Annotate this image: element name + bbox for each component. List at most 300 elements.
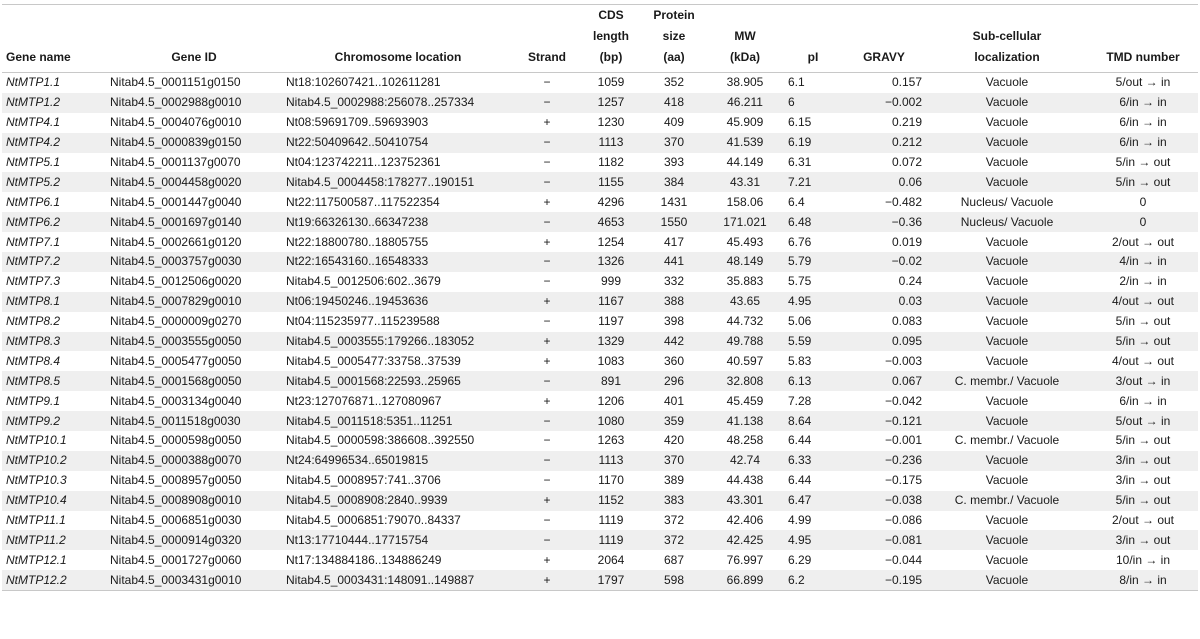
cell-cds-length: 1059 (597, 75, 625, 90)
table-row (2, 530, 1198, 550)
cell-gravy: −0.044 (884, 552, 922, 567)
cell-strand: + (543, 552, 551, 567)
cell-subcellular-localization: Vacuole (985, 393, 1029, 408)
cell-tmd-number: 4/out → out (1088, 292, 1198, 312)
cell-gene-name: NtMTP7.1 (6, 234, 61, 249)
cell-chromosome-location: Nitab4.5_0003555:179266..183052 (282, 332, 514, 352)
cell-gravy: −0.042 (884, 393, 922, 408)
cell-protein-size: 370 (642, 133, 706, 153)
cell-gravy: −0.038 (842, 491, 926, 511)
cell-tmd-number: 5/out → in (1088, 411, 1198, 431)
cell-pi: 5.06 (788, 314, 812, 329)
cell-chromosome-location: Nt04:123742211..123752361 (286, 155, 441, 169)
cell-cds-length: 1113 (580, 451, 642, 471)
cell-protein-size: 372 (663, 513, 685, 528)
cell-gravy: −0.081 (842, 530, 926, 550)
header-mw-line1: MW (734, 29, 756, 43)
cell-tmd-number: 5/in → out (1088, 172, 1198, 192)
cell-strand: − (514, 212, 580, 232)
cell-protein-size: 370 (642, 451, 706, 471)
cell-pi: 6.48 (784, 212, 842, 232)
header-gravy: GRAVY (863, 50, 905, 64)
table-row (2, 451, 1198, 471)
cell-pi: 6.13 (784, 371, 842, 391)
cell-mw: 43.31 (706, 172, 784, 192)
cell-gene-name: NtMTP8.1 (2, 292, 106, 312)
cell-subcellular-localization: Vacuole (985, 353, 1029, 368)
cell-tmd-number: 5/in → out (1115, 433, 1171, 448)
cell-gene-name: NtMTP8.2 (6, 314, 61, 329)
cell-gene-id: Nitab4.5_0000914g0320 (106, 530, 282, 550)
cell-strand: + (543, 194, 551, 209)
cell-pi: 6.47 (784, 491, 842, 511)
cell-strand: + (543, 115, 551, 130)
table-header (2, 5, 1198, 73)
cell-protein-size: 389 (663, 473, 685, 488)
cell-strand: − (514, 133, 580, 153)
cell-mw: 45.459 (726, 393, 764, 408)
cell-pi: 6.44 (788, 433, 812, 448)
cell-pi: 5.83 (788, 353, 812, 368)
table-row (2, 332, 1198, 352)
cell-pi: 6 (784, 93, 842, 113)
cell-gene-name: NtMTP4.1 (6, 115, 61, 130)
cell-chromosome-location: Nt22:117500587..117522354 (286, 194, 440, 209)
cell-mw: 48.149 (706, 252, 784, 272)
cell-protein-size: 398 (663, 314, 685, 329)
cell-tmd-number: 5/in → out (1115, 314, 1171, 329)
cell-cds-length: 1113 (580, 133, 642, 153)
cell-gravy: 0.095 (842, 332, 926, 352)
table-row (2, 212, 1198, 232)
cell-strand: + (543, 393, 551, 408)
cell-pi: 5.75 (788, 274, 812, 289)
cell-gene-name: NtMTP7.2 (2, 252, 106, 272)
cell-pi: 4.95 (784, 530, 842, 550)
cell-gene-id: Nitab4.5_0012506g0020 (110, 274, 242, 289)
cell-strand: − (543, 513, 551, 528)
cell-tmd-number: 3/in → out (1115, 473, 1171, 488)
header-tmd-number: TMD number (1106, 50, 1180, 64)
cell-strand: − (543, 274, 551, 289)
cell-protein-size: 360 (663, 353, 685, 368)
cell-gravy: 0.06 (842, 172, 926, 192)
cell-gene-name: NtMTP6.1 (6, 194, 61, 209)
cell-gene-id: Nitab4.5_0002661g0120 (110, 234, 242, 249)
cell-gene-id: Nitab4.5_0002988g0010 (106, 93, 282, 113)
cell-gene-id: Nitab4.5_0001568g0050 (106, 371, 282, 391)
cell-cds-length: 1170 (598, 473, 624, 488)
header-cds-line3: (bp) (599, 50, 623, 64)
cell-gravy: 0.03 (842, 292, 926, 312)
header-sub-line1: Sub-cellular (972, 29, 1042, 43)
cell-subcellular-localization: Vacuole (985, 155, 1029, 169)
table-row (2, 93, 1198, 113)
cell-chromosome-location: Nt22:16543160..16548333 (282, 252, 514, 272)
cell-pi: 4.95 (784, 292, 842, 312)
table-row (2, 292, 1198, 312)
cell-cds-length: 1119 (598, 513, 624, 528)
cell-pi: 6.15 (788, 115, 812, 130)
cell-gene-id: Nitab4.5_0000388g0070 (106, 451, 282, 471)
cell-subcellular-localization: Vacuole (985, 552, 1029, 567)
cell-chromosome-location: Nitab4.5_0003431:148091..149887 (282, 570, 514, 590)
header-subcellular-localization (926, 5, 1088, 73)
cell-chromosome-location: Nitab4.5_0012506:602..3679 (286, 274, 441, 289)
cell-protein-size: 401 (663, 393, 685, 408)
cell-gene-name: NtMTP12.1 (6, 552, 67, 567)
cell-cds-length: 1326 (580, 252, 642, 272)
cell-subcellular-localization: Vacuole (926, 133, 1088, 153)
cell-chromosome-location: Nitab4.5_0004458:178277..190151 (282, 172, 514, 192)
cell-gene-name: NtMTP8.3 (2, 332, 106, 352)
cell-gene-id: Nitab4.5_0006851g0030 (110, 513, 242, 528)
cell-cds-length: 1080 (580, 411, 642, 431)
cell-strand: − (514, 371, 580, 391)
cell-cds-length: 1197 (598, 314, 624, 329)
cell-subcellular-localization: Vacuole (926, 570, 1088, 590)
cell-gene-id: Nitab4.5_0001447g0040 (110, 194, 242, 209)
cell-cds-length: 1155 (580, 172, 642, 192)
cell-gene-name: NtMTP1.1 (6, 75, 61, 90)
gene-table (2, 4, 1198, 591)
cell-mw: 158.06 (726, 194, 764, 209)
cell-mw: 43.65 (706, 292, 784, 312)
cell-gene-name: NtMTP8.4 (6, 353, 61, 368)
cell-protein-size: 388 (642, 292, 706, 312)
cell-gene-id: Nitab4.5_0000839g0150 (106, 133, 282, 153)
table-row (2, 491, 1198, 511)
header-protein-size (642, 5, 706, 73)
cell-tmd-number: 8/in → in (1088, 570, 1198, 590)
cell-cds-length: 1119 (580, 530, 642, 550)
cell-chromosome-location: Nitab4.5_0001568:22593..25965 (282, 371, 514, 391)
cell-gene-id: Nitab4.5_0000009g0270 (110, 314, 242, 329)
cell-pi: 5.79 (784, 252, 842, 272)
cell-chromosome-location: Nitab4.5_0000598:386608..392550 (286, 433, 475, 448)
cell-gene-name: NtMTP10.1 (6, 433, 67, 448)
cell-cds-length: 2064 (597, 552, 625, 567)
cell-gene-name: NtMTP12.2 (2, 570, 106, 590)
cell-subcellular-localization: C. membr./ Vacuole (926, 371, 1088, 391)
cell-strand: − (543, 155, 551, 169)
cell-mw: 43.301 (706, 491, 784, 511)
header-mw-line2: (kDa) (729, 50, 760, 64)
cell-cds-length: 4653 (580, 212, 642, 232)
cell-gravy: 0.219 (891, 115, 922, 130)
header-gene-id: Gene ID (171, 50, 217, 64)
table-row (2, 232, 1198, 252)
cell-gene-id: Nitab4.5_0004076g0010 (110, 115, 242, 130)
cell-mw: 45.909 (726, 115, 764, 130)
cell-chromosome-location: Nitab4.5_0008957:741..3706 (286, 473, 441, 488)
cell-gene-name: NtMTP10.3 (6, 473, 67, 488)
cell-tmd-number: 4/in → in (1088, 252, 1198, 272)
cell-cds-length: 1230 (597, 115, 625, 130)
cell-gene-id: Nitab4.5_0003757g0030 (106, 252, 282, 272)
cell-subcellular-localization: Vacuole (985, 75, 1029, 90)
cell-pi: 6.1 (788, 75, 805, 90)
cell-tmd-number: 2/in → in (1119, 274, 1167, 289)
cell-tmd-number: 10/in → in (1115, 552, 1171, 567)
cell-gene-name: NtMTP5.2 (2, 172, 106, 192)
cell-mw: 41.138 (706, 411, 784, 431)
cell-tmd-number: 2/out → out (1111, 234, 1175, 249)
cell-mw: 49.788 (706, 332, 784, 352)
cell-pi: 6.19 (784, 133, 842, 153)
cell-strand: − (514, 172, 580, 192)
cell-gravy: 0.072 (891, 155, 922, 169)
cell-gene-id: Nitab4.5_0005477g0050 (110, 353, 242, 368)
cell-pi: 8.64 (784, 411, 842, 431)
cell-tmd-number: 2/out → out (1111, 513, 1175, 528)
cell-cds-length: 1329 (580, 332, 642, 352)
cell-protein-size: 1431 (660, 194, 688, 209)
cell-gravy: 0.067 (842, 371, 926, 391)
cell-cds-length: 1182 (598, 155, 624, 169)
table-row (2, 371, 1198, 391)
cell-tmd-number: 5/in → out (1115, 155, 1171, 169)
cell-pi: 6.29 (788, 552, 812, 567)
header-cds-line1: CDS (598, 8, 624, 22)
cell-gene-id: Nitab4.5_0007829g0010 (106, 292, 282, 312)
header-protein-line2: size (662, 29, 686, 43)
cell-gravy: −0.02 (842, 252, 926, 272)
cell-pi: 7.21 (784, 172, 842, 192)
header-sub-line2: localization (974, 50, 1040, 64)
cell-cds-length: 1797 (580, 570, 642, 590)
cell-chromosome-location: Nt06:19450246..19453636 (282, 292, 514, 312)
cell-chromosome-location: Nitab4.5_0006851:79070..84337 (286, 513, 461, 528)
cell-gene-name: NtMTP7.3 (6, 274, 61, 289)
cell-gene-id: Nitab4.5_0001727g0060 (110, 552, 242, 567)
table-row (2, 73, 1198, 93)
table-row (2, 351, 1198, 371)
cell-subcellular-localization: Vacuole (926, 292, 1088, 312)
cell-strand: − (543, 473, 551, 488)
cell-subcellular-localization: Vacuole (985, 314, 1029, 329)
cell-cds-length: 1167 (580, 292, 642, 312)
cell-strand: − (543, 433, 551, 448)
cell-protein-size: 383 (642, 491, 706, 511)
header-pi: pI (807, 50, 819, 64)
cell-tmd-number: 3/in → out (1088, 451, 1198, 471)
table-row (2, 391, 1198, 411)
cell-subcellular-localization: Vacuole (926, 332, 1088, 352)
cell-subcellular-localization: Vacuole (985, 115, 1029, 130)
cell-gravy: 0.24 (898, 274, 922, 289)
cell-strand: + (543, 234, 551, 249)
cell-mw: 41.539 (706, 133, 784, 153)
cell-gene-id: Nitab4.5_0003134g0040 (110, 393, 242, 408)
cell-gene-name: NtMTP5.1 (6, 155, 61, 169)
cell-chromosome-location: Nitab4.5_0011518:5351..11251 (282, 411, 514, 431)
cell-mw: 76.997 (726, 552, 764, 567)
header-cds-length (580, 5, 642, 73)
cell-protein-size: 372 (642, 530, 706, 550)
cell-gene-name: NtMTP10.4 (2, 491, 106, 511)
header-gene-name: Gene name (6, 50, 71, 64)
cell-gene-id: Nitab4.5_0001137g0070 (110, 155, 241, 169)
cell-protein-size: 687 (663, 552, 685, 567)
cell-strand: − (543, 75, 551, 90)
table-row (2, 113, 1198, 133)
cell-gene-name: NtMTP11.1 (6, 513, 66, 528)
cell-pi: 7.28 (788, 393, 812, 408)
cell-cds-length: 4296 (597, 194, 625, 209)
cell-gene-name: NtMTP9.2 (2, 411, 106, 431)
cell-subcellular-localization: Vacuole (926, 411, 1088, 431)
cell-gene-name: NtMTP1.2 (2, 93, 106, 113)
cell-protein-size: 420 (663, 433, 685, 448)
header-protein-line1: Protein (653, 8, 695, 22)
cell-tmd-number: 5/out → in (1115, 75, 1171, 90)
cell-chromosome-location: Nt04:115235977..115239588 (286, 314, 440, 329)
header-mw (706, 5, 784, 73)
cell-chromosome-location: Nitab4.5_0002988:256078..257334 (282, 93, 514, 113)
cell-pi: 6.44 (788, 473, 812, 488)
cell-tmd-number: 6/in → in (1088, 93, 1198, 113)
cell-subcellular-localization: Vacuole (985, 473, 1029, 488)
cell-gene-name: NtMTP4.2 (2, 133, 106, 153)
cell-mw: 44.149 (726, 155, 764, 169)
cell-protein-size: 384 (642, 172, 706, 192)
cell-gene-id: Nitab4.5_0003431g0010 (106, 570, 282, 590)
cell-subcellular-localization: Vacuole (985, 274, 1029, 289)
cell-gene-name: NtMTP6.2 (2, 212, 106, 232)
cell-chromosome-location: Nitab4.5_0008908:2840..9939 (282, 491, 514, 511)
cell-tmd-number: 3/out → in (1088, 371, 1198, 391)
cell-gravy: −0.482 (884, 194, 922, 209)
cell-mw: 42.425 (706, 530, 784, 550)
cell-cds-length: 1152 (580, 491, 642, 511)
cell-strand: + (543, 353, 551, 368)
cell-chromosome-location: Nt19:66326130..66347238 (282, 212, 514, 232)
cell-pi: 4.99 (788, 513, 812, 528)
cell-gravy: 0.019 (891, 234, 922, 249)
table-row (2, 471, 1198, 491)
cell-protein-size: 441 (642, 252, 706, 272)
cell-mw: 48.258 (726, 433, 764, 448)
cell-chromosome-location: Nt22:50409642..50410754 (282, 133, 514, 153)
cell-strand: − (514, 411, 580, 431)
cell-chromosome-location: Nt17:134884186..134886249 (286, 552, 442, 567)
cell-protein-size: 352 (663, 75, 685, 90)
cell-subcellular-localization: Vacuole (926, 172, 1088, 192)
cell-strand: + (514, 332, 580, 352)
cell-chromosome-location: Nt24:64996534..65019815 (282, 451, 514, 471)
cell-mw: 42.406 (726, 513, 764, 528)
cell-pi: 5.59 (784, 332, 842, 352)
cell-gene-id: Nitab4.5_0008908g0010 (106, 491, 282, 511)
cell-mw: 38.905 (726, 75, 764, 90)
cell-subcellular-localization: Vacuole (926, 252, 1088, 272)
cell-tmd-number: 0 (1139, 194, 1147, 209)
table-body (2, 73, 1198, 591)
cell-gene-id: Nitab4.5_0011518g0030 (106, 411, 282, 431)
cell-mw: 40.597 (726, 353, 764, 368)
cell-strand: − (514, 451, 580, 471)
cell-tmd-number: 3/in → out (1088, 530, 1198, 550)
cell-mw: 35.883 (726, 274, 764, 289)
cell-chromosome-location: Nt22:18800780..18805755 (286, 234, 429, 249)
cell-protein-size: 296 (642, 371, 706, 391)
cell-gene-id: Nitab4.5_0004458g0020 (106, 172, 282, 192)
cell-tmd-number: 5/in → out (1088, 332, 1198, 352)
cell-strand: − (543, 314, 551, 329)
cell-gene-id: Nitab4.5_0003555g0050 (106, 332, 282, 352)
cell-cds-length: 891 (580, 371, 642, 391)
header-chromosome-location: Chromosome location (334, 50, 462, 64)
table-row (2, 312, 1198, 332)
cell-gravy: −0.36 (842, 212, 926, 232)
table-row (2, 411, 1198, 431)
cell-mw: 42.74 (706, 451, 784, 471)
header-protein-line3: (aa) (663, 50, 685, 64)
cell-cds-length: 1083 (597, 353, 625, 368)
cell-mw: 66.899 (706, 570, 784, 590)
cell-strand: − (514, 252, 580, 272)
cell-mw: 44.438 (726, 473, 764, 488)
cell-gene-id: Nitab4.5_0008957g0050 (110, 473, 242, 488)
table-row (2, 133, 1198, 153)
header-cds-line2: length (593, 29, 629, 43)
cell-gravy: −0.236 (842, 451, 926, 471)
cell-tmd-number: 0 (1088, 212, 1198, 232)
cell-strand: − (514, 93, 580, 113)
cell-subcellular-localization: Vacuole (926, 93, 1088, 113)
table-row (2, 272, 1198, 292)
cell-strand: − (514, 530, 580, 550)
table-row (2, 252, 1198, 272)
cell-strand: + (514, 491, 580, 511)
cell-subcellular-localization: C. membr./ Vacuole (954, 433, 1060, 448)
cell-cds-length: 1206 (597, 393, 625, 408)
cell-gravy: −0.002 (842, 93, 926, 113)
cell-strand: + (514, 570, 580, 590)
cell-tmd-number: 6/in → in (1119, 393, 1167, 408)
cell-gravy: −0.086 (884, 513, 922, 528)
cell-tmd-number: 6/in → in (1119, 115, 1167, 130)
cell-protein-size: 359 (642, 411, 706, 431)
cell-chromosome-location: Nt23:127076871..127080967 (286, 393, 442, 408)
cell-gravy: −0.195 (842, 570, 926, 590)
cell-protein-size: 598 (642, 570, 706, 590)
cell-gene-id: Nitab4.5_0001151g0150 (110, 75, 241, 90)
cell-protein-size: 417 (663, 234, 685, 249)
cell-protein-size: 393 (663, 155, 685, 169)
cell-gene-id: Nitab4.5_0000598g0050 (110, 433, 242, 448)
cell-gravy: −0.175 (884, 473, 922, 488)
cell-pi: 6.2 (784, 570, 842, 590)
cell-gene-name: NtMTP11.2 (2, 530, 106, 550)
cell-pi: 6.33 (784, 451, 842, 471)
cell-mw: 32.808 (706, 371, 784, 391)
cell-subcellular-localization: Vacuole (985, 234, 1029, 249)
cell-gravy: −0.121 (842, 411, 926, 431)
cell-subcellular-localization: C. membr./ Vacuole (926, 491, 1088, 511)
cell-subcellular-localization: Vacuole (985, 513, 1029, 528)
cell-cds-length: 1254 (597, 234, 625, 249)
cell-protein-size: 332 (663, 274, 685, 289)
cell-chromosome-location: Nt08:59691709..59693903 (286, 115, 429, 130)
table-row (2, 431, 1198, 451)
table-row (2, 172, 1198, 192)
cell-gravy: 0.157 (891, 75, 922, 90)
cell-chromosome-location: Nt13:17710444..17715754 (282, 530, 514, 550)
cell-gene-name: NtMTP8.5 (2, 371, 106, 391)
cell-subcellular-localization: Nucleus/ Vacuole (960, 194, 1054, 209)
